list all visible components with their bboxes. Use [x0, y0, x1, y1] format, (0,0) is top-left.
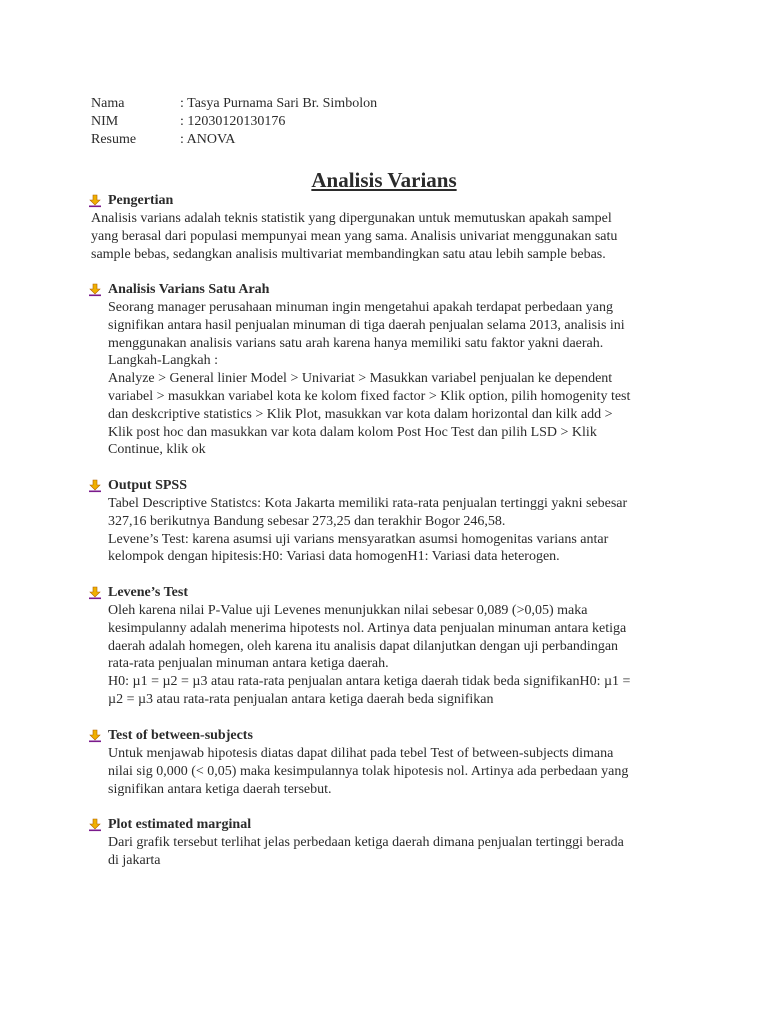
section-heading-text: Analisis Varians Satu Arah	[108, 282, 270, 297]
section-heading-text: Test of between-subjects	[108, 728, 253, 743]
body-line: sample bebas, sedangkan analisis multivariat membandingkan satu atau lebih sample bebas.	[91, 246, 606, 262]
section-body	[88, 495, 688, 566]
section-body	[88, 210, 688, 263]
body-line: Analisis varians adalah teknis statistik yang dipergunakan untuk memutuskan apakah sampel	[91, 211, 612, 226]
section-body	[88, 299, 688, 459]
arrow-down-bullet-icon	[88, 818, 102, 832]
section-body	[88, 834, 688, 870]
arrow-down-bullet-icon	[88, 586, 102, 600]
body-line: Langkah-Langkah :	[108, 353, 219, 369]
section-satu-arah	[88, 281, 688, 459]
arrow-down-bullet-icon	[88, 283, 102, 297]
info-value: : ANOVA	[180, 132, 236, 147]
body-line: signifikan antara hasil penjualan minuman di tiga daerah penjualan selama 2013, analisis ini	[108, 317, 625, 333]
info-label: Nama	[91, 96, 125, 111]
body-line: µ2 = µ3 atau rata-rata penjualan antara ketiga daerah beda signifikan	[108, 691, 494, 707]
section-heading	[88, 816, 688, 834]
section-heading	[88, 584, 688, 602]
arrow-down-bullet-icon	[88, 479, 102, 493]
body-line: di jakarta	[108, 852, 161, 868]
body-line: Tabel Descriptive Statistcs: Kota Jakarta memiliki rata-rata penjualan tertinggi yakni sebesar	[108, 496, 628, 511]
section-plot-estimated	[88, 816, 688, 870]
body-line: Levene’s Test: karena asumsi uji varians mensyaratkan asumsi homogenitas varians antar	[108, 531, 609, 547]
student-info	[91, 95, 377, 149]
body-line: daerah adalah homegen, oleh karena itu analisis dapat dilanjutkan dengan uji perbandingan	[108, 638, 619, 654]
section-output-spss	[88, 477, 688, 566]
body-line: 327,16 berikutnya Bandung sebesar 273,25 dan terakhir Bogor 246,58.	[108, 513, 506, 529]
section-heading	[88, 727, 688, 745]
section-heading-text: Pengertian	[108, 193, 174, 208]
body-line: rata-rata penjualan minuman antara ketiga daerah.	[108, 656, 389, 672]
section-body	[88, 602, 688, 709]
body-line: Dari grafik tersebut terlihat jelas perbedaan ketiga daerah dimana penjualan tertinggi berada	[108, 835, 624, 850]
section-between-subjects	[88, 727, 688, 798]
body-line: Untuk menjawab hipotesis diatas dapat dilihat pada tebel Test of between-subjects dimana	[108, 746, 614, 761]
body-line: yang berasal dari populasi mempunyai mean yang sama. Analisis univariat menggunakan satu	[91, 228, 618, 244]
body-line: kesimpulanny adalah menerima hipotests nol. Artinya data penjualan minuman antara ketiga	[108, 620, 627, 636]
info-row-nim	[91, 113, 377, 131]
info-value: : 12030120130176	[180, 114, 286, 129]
section-levenes-test	[88, 584, 688, 709]
body-line: variabel > masukkan variabel kota ke kolom fixed factor > Klik option, pilih homogenity test	[108, 388, 631, 404]
section-heading-text: Levene’s Test	[108, 585, 188, 600]
document-title: Analisis Varians	[311, 168, 457, 192]
body-line: H0: µ1 = µ2 = µ3 atau rata-rata penjualan antara ketiga daerah tidak beda signifikanH0: µ1 =	[108, 674, 631, 690]
body-line: Seorang manager perusahaan minuman ingin mengetahui apakah terdapat perbedaan yang	[108, 300, 613, 315]
body-line: Continue, klik ok	[108, 442, 206, 458]
section-heading-text: Plot estimated marginal	[108, 817, 252, 832]
arrow-down-bullet-icon	[88, 194, 102, 208]
info-row-resume	[91, 131, 377, 149]
body-line: signifikan antara ketiga daerah tersebut.	[108, 781, 332, 797]
section-heading	[88, 192, 688, 210]
arrow-down-bullet-icon	[88, 729, 102, 743]
body-line: nilai sig 0,000 (< 0,05) maka kesimpulannya tolak hipotesis nol. Artinya ada perbedaan yang	[108, 763, 629, 779]
info-value: : Tasya Purnama Sari Br. Simbolon	[180, 96, 378, 111]
section-pengertian	[88, 192, 688, 263]
info-label: NIM	[91, 114, 119, 129]
section-body	[88, 745, 688, 798]
section-heading	[88, 477, 688, 495]
info-label: Resume	[91, 132, 137, 147]
body-line: kelompok dengan hipitesis:H0: Variasi data homogenH1: Variasi data heterogen.	[108, 549, 560, 565]
section-heading	[88, 281, 688, 299]
body-line: Oleh karena nilai P-Value uji Levenes menunjukkan nilai sebesar 0,089 (>0,05) maka	[108, 603, 588, 618]
body-line: dan deskcriptive statistics > Klik Plot, masukkan var kota dalam horizontal dan kilk add >	[108, 406, 613, 422]
body-line: Analyze > General linier Model > Univariat > Masukkan variabel penjualan ke dependent	[108, 371, 613, 387]
body-line: menggunakan analisis varians satu arah karena hanya memiliki satu faktor yakni daerah.	[108, 335, 604, 351]
body-line: Klik post hoc dan masukkan var kota dalam kolom Post Hoc Test dan pilih LSD > Klik	[108, 424, 597, 440]
section-heading-text: Output SPSS	[108, 478, 187, 493]
info-row-nama	[91, 95, 377, 113]
